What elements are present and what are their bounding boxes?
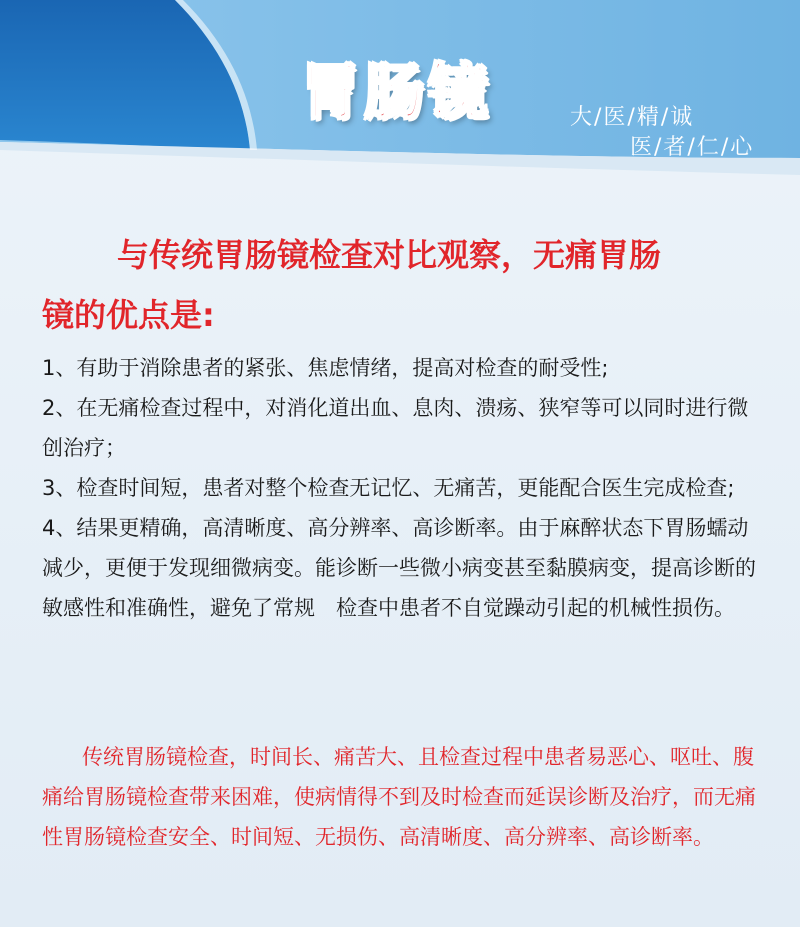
headline: [42, 225, 762, 345]
motto-line-2: 医/者/仁/心: [630, 135, 755, 160]
motto-line-1: 大/医/精/诚: [570, 105, 695, 130]
page-title: 胃肠镜: [300, 58, 492, 128]
summary-text: 传统胃肠镜检查，时间长、痛苦大、且检查过程中患者易恶心、呕吐、腹痛给胃肠镜检查带来困难，使病情得不到及时检查而延误诊断及治疗，而无痛性胃肠镜检查安全、时间短、无损伤、高清晰度、高分辨率、高诊断率。: [42, 745, 756, 849]
advantage-item-2: 2、在无痛检查过程中，对消化道出血、息肉、溃疡、狭窄等可以同时进行微创治疗；: [42, 396, 749, 460]
advantage-item-1: 1、有助于消除患者的紧张、焦虑情绪，提高对检查的耐受性;: [42, 356, 609, 380]
advantage-item-4: 4、结果更精确，高清晰度、高分辨率、高诊断率。由于麻醉状态下胃肠蠕动减少，更便于发现细微病变。能诊断一些微小病变甚至黏膜病变，提高诊断的敏感性和准确性，避免了常规 检查中患者不自觉躁动引起的机械性损伤。: [42, 516, 756, 620]
advantage-item-3: 3、检查时间短，患者对整个检查无记忆、无痛苦，更能配合医生完成检查;: [42, 476, 735, 500]
summary-paragraph: [42, 737, 762, 857]
headline-line-1: 与传统胃肠镜检查对比观察，无痛胃肠: [117, 236, 662, 274]
advantages-list: [42, 348, 758, 628]
headline-line-2: 镜的优点是:: [42, 296, 215, 334]
